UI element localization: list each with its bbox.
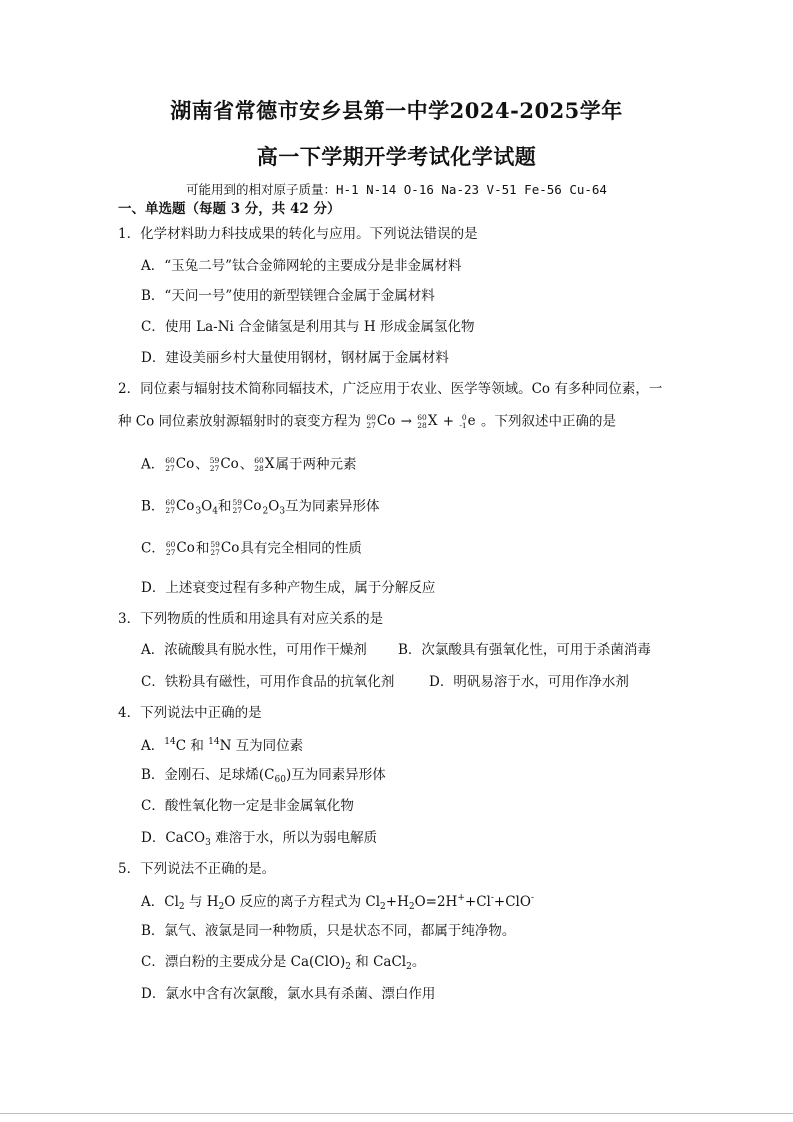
q2-stem-tail: 。下列叙述中正确的是	[480, 413, 616, 430]
q2-option-b: B． 60 27 Co $_3O_4$和 59 27 Co $_2O_3$互为同素异形体	[141, 498, 380, 517]
q4-stem: 4．下列说法中正确的是	[118, 705, 262, 721]
q2-stem-text: 种 Co 同位素放射源辐射时的衰变方程为	[118, 413, 362, 430]
q1-option-a: A．“玉兔二号”钛合金筛网轮的主要成分是非金属材料	[141, 258, 462, 274]
q3-option-b: B．次氯酸具有强氧化性，可用于杀菌消毒	[398, 642, 651, 658]
q3-option-a: A．浓硫酸具有脱水性，可用作干燥剂	[141, 642, 367, 658]
q1-stem: 1．化学材料助力科技成果的转化与应用。下列说法错误的是	[118, 226, 478, 242]
q5-option-a: A．$Cl_2$ 与 $H_2O$ 反应的离子方程式为 $Cl_2+H_2O=2H^++Cl^-+ClO^-$	[141, 893, 534, 912]
q3-stem: 3．下列物质的性质和用途具有对应关系的是	[118, 611, 384, 627]
title-line-2: 高一下学期开学考试化学试题	[256, 144, 537, 169]
q4-option-a: A．$^{14}$C 和 $^{14}$N 互为同位素	[141, 737, 304, 754]
nuclide-electron: 0 -1 e	[459, 413, 476, 430]
title-line-1: 湖南省常德市安乡县第一中学2024-2025学年	[170, 98, 623, 123]
q4-option-b: B．金刚石、足球烯$(C_{60})$互为同素异形体	[141, 767, 386, 785]
nuclide-co60: 60 27 Co	[366, 413, 396, 430]
q1-option-c: C．使用 La-Ni 合金储氢是利用其与 H 形成金属氢化物	[141, 319, 475, 335]
q5-option-d: D．氯水中含有次氯酸，氯水具有杀菌、漂白作用	[141, 986, 436, 1002]
q5-option-b: B．氯气、液氯是同一种物质，只是状态不同，都属于纯净物。	[141, 923, 516, 939]
plus-sign: +	[442, 413, 455, 430]
nuclide-x60: 60 28 X	[417, 413, 438, 430]
q4-option-d: D．CaCO$_3$ 难溶于水，所以为弱电解质	[141, 830, 378, 848]
q1-option-b: B．“天问一号”使用的新型镁锂合金属于金属材料	[141, 288, 435, 304]
q2-stem-line2	[118, 414, 616, 430]
q3-option-c: C．铁粉具有磁性，可用作食品的抗氧化剂	[141, 674, 395, 690]
page-bottom-rule	[0, 1113, 793, 1114]
q2-stem-line1: 2．同位素与辐射技术简称同辐技术，广泛应用于农业、医学等领域。Co 有多种同位素，一	[118, 381, 663, 397]
q1-option-d: D．建设美丽乡村大量使用钢材，钢材属于金属材料	[141, 350, 449, 366]
q5-option-c: C．漂白粉的主要成分是 $Ca(ClO)_2$ 和 CaCl$_2$。	[141, 954, 426, 972]
q2-option-d: D．上述衰变过程有多种产物生成，属于分解反应	[141, 580, 436, 596]
atomic-masses-note: 可能用到的相对原子质量：H-1 N-14 O-16 Na-23 V-51 Fe-56 Cu-64	[186, 182, 607, 197]
section-heading: 一、单选题（每题 3 分，共 42 分）	[118, 201, 341, 217]
q2-option-c: C． 60 27 Co 和 59 27 Co 具有完全相同的性质	[141, 540, 362, 557]
q3-option-d: D．明矾易溶于水，可用作净水剂	[429, 674, 629, 690]
q4-option-c: C．酸性氧化物一定是非金属氧化物	[141, 798, 354, 814]
q5-stem: 5．下列说法不正确的是。	[118, 861, 276, 877]
reaction-arrow: →	[400, 413, 412, 430]
q2-option-a: A． 60 27 Co 、 59 27 Co 、 60 28 X 属于两种元素	[141, 456, 357, 473]
